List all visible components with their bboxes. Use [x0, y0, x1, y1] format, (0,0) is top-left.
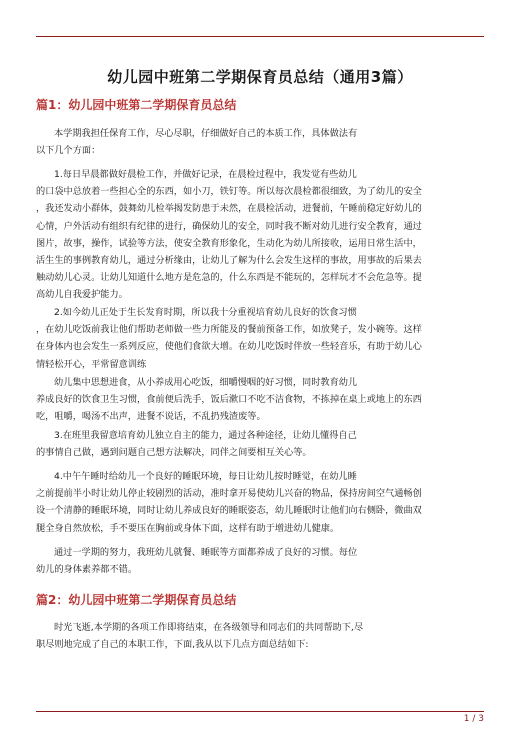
paragraph-5 [36, 468, 484, 537]
text-line: 情轻松开心，平常留意训练 [36, 358, 147, 370]
paragraph-intro [36, 125, 484, 159]
footer-rule [36, 711, 484, 712]
page-number: 1 / 3 [463, 714, 484, 724]
text-line: 职尽则地完成了自己的本职工作，下面,我从以下几点方面总结如下: [36, 639, 309, 651]
text-line: 图片，故事，操作，试验等方法，使安全教育形象化，生动化为幼儿所接收，运用日常生活中， [36, 237, 422, 249]
text-line: ，在幼儿吃饭前我让他们帮助老师做一些力所能及的餐前预备工作，如放凳子，发小碗等。这样 [36, 324, 422, 336]
text-line: 3.在班里我留意培育幼儿独立自主的能力，通过各种途径，让幼儿懂得自己 [54, 430, 357, 441]
text-line: 2.如今幼儿正处于生长发育时期，所以我十分重视培育幼儿良好的饮食习惯 [54, 307, 357, 318]
text-line: 的事情自己做，遇到问题自己想方法解决，同伴之间要相互关心等。 [36, 447, 312, 459]
text-line: 吃，咀嚼，喝汤不出声，进餐不说话，不乱扔残渣废等。 [36, 411, 266, 423]
text-line: 的口袋中总放着一些担心全的东西，如小刀，铁钉等。所以每次晨检都很细致，为了幼儿的安全 [36, 186, 422, 198]
text-line: 设一个清静的睡眠环境，同时让幼儿养成良好的睡眠姿态，幼儿睡眠时让他们向右侧卧，微曲双 [36, 505, 422, 517]
text-line: 通过一学期的努力，我班幼儿就餐、睡眠等方面都养成了良好的习惯。每位 [54, 547, 358, 558]
header-rule [36, 36, 484, 37]
text-line: 1.每日早晨都做好晨检工作，并做好记录，在晨检过程中，我发觉有些幼儿 [54, 169, 357, 180]
paragraph-3 [36, 374, 484, 426]
text-line: 在身体内也会发生一系列反应，使他们食欲大增。在幼儿吃饭时伴放一些轻音乐，有助于幼儿心 [36, 341, 422, 353]
text-line: 高幼儿自我爱护能力。 [36, 289, 128, 301]
page-title: 幼儿园中班第二学期保育员总结（通用3篇） [107, 68, 413, 86]
text-line: 幼儿集中思想进食，从小养成用心吃饭，细嚼慢咽的好习惯，同时教育幼儿 [54, 377, 358, 388]
paragraph-6 [36, 544, 484, 578]
text-line: 本学期我担任保育工作，尽心尽职，仔细做好自己的本质工作，具体做法有 [54, 128, 358, 139]
text-line: 腿全身自然放松，手不要压在胸前或身体下面，这样有助于增进幼儿健康。 [36, 522, 340, 534]
text-line: ，我还发动小群体，鼓舞幼儿检举揭发防患于未然，在晨检活动，进餐前，午睡前稳定好幼儿的 [36, 203, 422, 215]
text-line: 幼儿的身体素养都不错。 [36, 564, 138, 576]
text-line: 触动幼儿心灵。让幼儿知道什么地方是危急的，什么东西是不能玩的，怎样玩才不会危急等。提 [36, 272, 422, 284]
text-line: 之前提前半小时让幼儿停止较剧烈的活动，准时拿开易使幼儿兴奋的物品，保持房间空气通畅创 [36, 488, 422, 500]
text-line: 活生生的事例教育幼儿，通过分析缘由，让幼儿了解为什么会发生这样的事故，用事故的后果去 [36, 255, 422, 267]
paragraph-4 [36, 427, 484, 461]
paragraph-2 [36, 304, 484, 373]
section-heading-1: 篇1：幼儿园中班第二学期保育员总结 [36, 98, 237, 112]
paragraph-1 [36, 166, 484, 304]
section-heading-2: 篇2：幼儿园中班第二学期保育员总结 [36, 593, 237, 607]
text-line: 心情，户外活动有组织有纪律的进行，确保幼儿的安全，同时我不断对幼儿进行安全教育，通过 [36, 220, 422, 232]
text-line: 4.中午午睡时给幼儿一个良好的睡眠环境，每日让幼儿按时睡觉，在幼儿睡 [54, 471, 357, 482]
text-line: 养成良好的饮食卫生习惯，食前便后洗手，饭后漱口不吃不洁食物，不拣掉在桌上或地上的东西 [36, 394, 422, 406]
paragraph-section2-intro [36, 619, 484, 653]
text-line: 时光飞逝,本学期的各项工作即将结束，在各级领导和同志们的共同帮助下,尽 [54, 622, 364, 633]
text-line: 以下几个方面： [36, 145, 101, 157]
